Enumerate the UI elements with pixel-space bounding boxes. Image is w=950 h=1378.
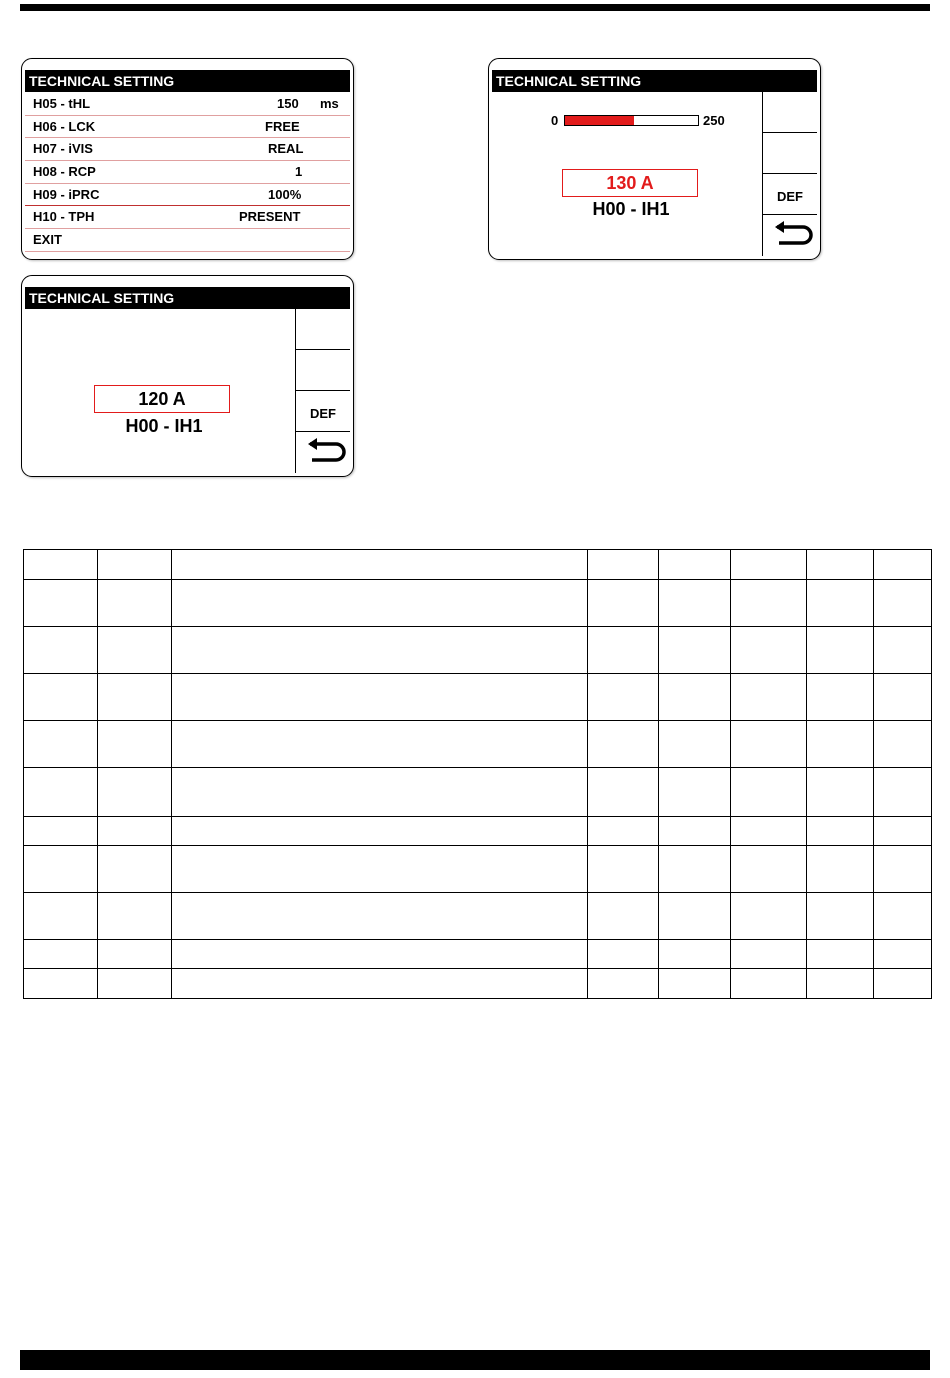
- table-row: [24, 550, 932, 580]
- menu-item-label: H07 - iVIS: [33, 141, 93, 157]
- table-row: [24, 893, 932, 940]
- level-bar: [564, 115, 699, 126]
- technical-setting-bar-panel: [488, 58, 821, 260]
- value-display: 120 A: [94, 385, 230, 413]
- technical-setting-list-panel: [21, 58, 354, 260]
- menu-item-value: FREE: [265, 118, 300, 134]
- panel-title: TECHNICAL SETTING: [492, 70, 817, 92]
- menu-item-label: EXIT: [33, 232, 62, 248]
- table-row: [24, 940, 932, 969]
- return-arrow-icon[interactable]: [773, 219, 813, 249]
- technical-setting-value-panel: [21, 275, 354, 477]
- panel-title: TECHNICAL SETTING: [25, 287, 350, 309]
- table-row: [24, 580, 932, 627]
- menu-item-unit: ms: [320, 96, 339, 111]
- menu-item-value: REAL: [268, 141, 304, 157]
- menu-item-value: 1: [295, 164, 303, 180]
- top-rule: [20, 4, 930, 11]
- soft-key-sidebar: [295, 309, 350, 473]
- table-row: [24, 768, 932, 817]
- panel-title: TECHNICAL SETTING: [25, 70, 350, 92]
- menu-item-h06[interactable]: [25, 116, 350, 139]
- menu-item-h08[interactable]: [25, 161, 350, 184]
- value-display: 130 A: [562, 169, 698, 197]
- menu-item-value: 150: [277, 96, 299, 111]
- menu-item-label: H06 - LCK: [33, 118, 96, 134]
- table-row: [24, 627, 932, 674]
- table-row: [24, 721, 932, 768]
- def-button[interactable]: DEF: [310, 406, 336, 421]
- level-bar-fill: [565, 116, 634, 125]
- parameter-name: H00 - IH1: [592, 199, 670, 219]
- menu-item-label: H10 - TPH: [33, 209, 95, 225]
- table-row: [24, 674, 932, 721]
- table-row: [24, 846, 932, 893]
- scale-min: 0: [551, 113, 559, 128]
- menu-item-value: 100%: [268, 186, 302, 202]
- bottom-rule: [20, 1350, 930, 1370]
- table-row: [24, 969, 932, 999]
- menu-item-exit[interactable]: [25, 229, 350, 252]
- table-row: [24, 817, 932, 846]
- return-arrow-icon[interactable]: [306, 436, 346, 466]
- menu-item-label: H05 - tHL: [33, 96, 91, 111]
- menu-item-value: PRESENT: [239, 209, 301, 225]
- parameter-name: H00 - IH1: [125, 416, 203, 436]
- empty-parameter-table: [23, 549, 932, 999]
- settings-menu: [25, 93, 350, 252]
- menu-item-label: H08 - RCP: [33, 164, 96, 180]
- menu-item-h07[interactable]: [25, 138, 350, 161]
- menu-item-h05[interactable]: [25, 93, 350, 116]
- soft-key-sidebar: [762, 92, 817, 256]
- menu-item-h10[interactable]: [25, 206, 350, 229]
- menu-item-label: H09 - iPRC: [33, 186, 100, 202]
- scale-max: 250: [703, 113, 725, 128]
- menu-item-h09[interactable]: [25, 184, 350, 207]
- def-button[interactable]: DEF: [777, 189, 803, 204]
